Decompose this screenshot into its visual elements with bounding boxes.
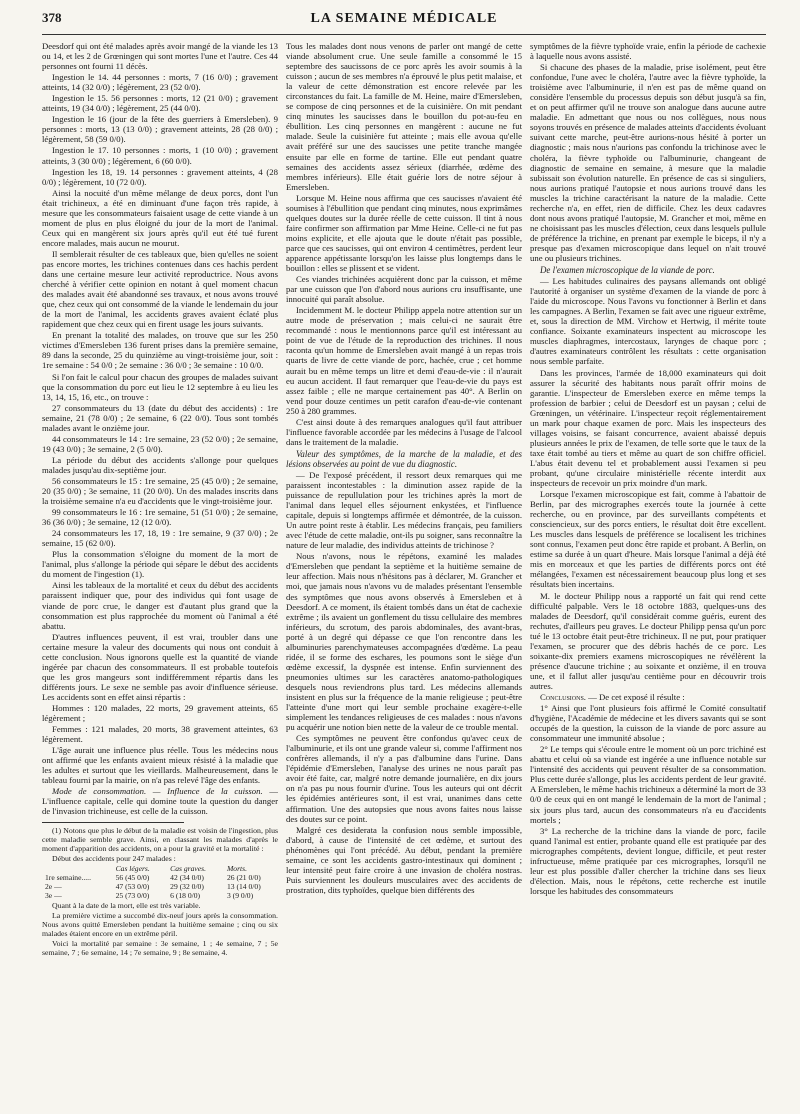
conclusions-title: Conclusions. [540,692,586,702]
page-header [42,10,766,35]
table-cell: 1re semaine..... [45,872,91,882]
table-cell: 29 (32 0/0) [170,881,204,891]
paragraph: Ainsi la nocuité d'un même mélange de deux porcs, dont l'un était trichineux, a été en diminuant d'une façon très rapide, à mesure que les consommateurs faisaient usage de cette viande à un moment de plus en plus éloigné du jour de la mort de l'animal. Ceux qui en mangèrent six jours après qu'il eut été tué furent encore malades, mais aucun ne mourut. [42,187,278,248]
paragraph: M. le docteur Philipp nous a rapporté un fait qui rend cette difficulté palpable. Vers le 18 octobre 1883, quelques-uns des malades de Deesdorf, qu'il considérait comme guéris, eurent des rechutes, d'ailleurs peu graves. Le docteur Philipp pensa qu'un porc tué le 13 octobre était peut-être trichineux. Il ne put, pour pratiquer l'examen, se procurer que des débris hachés de ce porc. Les soixante-dix premiers examens microscopiques ne révélèrent la présence d'aucune trichine ; au soixante et onzième, il en trouva une, et il fallut aller jusqu'au centième pour en découvrir trois autres. [530,590,766,691]
paragraph: Incidemment M. le docteur Philipp appela notre attention sur un autre mode de préservation ; mais celui-ci ne saurait être recommandé : nous le mentionnons parce qu'il est intéressant au point de vue de l'étude de la reproduction des trichines. Il nous raconta qu'un homme de Emersleben avait mangé à un repas trois quarts de livre de cette viande de porc, hachée, crue ; cet homme aurait bu en même temps un litre et demi d'eau-de-vie : il n'aurait eu aucun accident. Il faut remarquer que l'eau-de-vie du pays est assez faible ; elle ne marque certainement pas 40°. A Berlin on vend pour douze centimes un petit carafon d'eau-de-vie contenant 250 à 280 grammes. [286,305,522,416]
footnote-paragraph: La première victime a succombé dix-neuf jours après la consommation. Nous avons quitté Emersleben pendant la huitième semaine ; cinq ou six malades étaient encore en un extrême péril. [42,910,278,938]
footnote-paragraph: Quant à la date de la mort, elle est très variable. [52,900,201,910]
table-header: Cas légers. [115,863,150,873]
table-cell: 26 (21 0/0) [226,872,261,882]
paragraph: 44 consommateurs le 14 : 1re semaine, 23 (52 0/0) ; 2e semaine, 19 (43 0/0) ; 3e semaine, 2 (5 0/0). [42,433,278,454]
paragraph: 27 consommateurs du 13 (date du début des accidents) : 1re semaine, 21 (78 0/0) ; 2e semaine, 6 (22 0/0). Tous sont tombés malades avant le onzième jour. [42,402,278,433]
paragraph: Deesdorf qui ont été malades après avoir mangé de la viande les 13 ou 14, et les 2 de Grœningen qui sont mortes l'une et l'autre. Ces 44 personnes ont fourni 11 décès. [42,41,278,72]
column-1 [42,41,278,1103]
table-cell: 13 (14 0/0) [226,881,261,891]
footnote-table [42,864,278,900]
paragraph: Ces viandes trichinées acquièrent donc par la cuisson, et même par une cuisson que l'on d'abord nous aurions cru insuffisante, une innocuité qui paraît absolue. [286,274,522,305]
paragraph: 24 consommateurs les 17, 18, 19 : 1re semaine, 9 (37 0/0) ; 2e semaine, 15 (62 0/0). [42,528,278,549]
paragraph: Nous n'avons, nous le répétons, examiné les malades d'Emersleben que pendant la septième et la huitième semaine de leur affection. Mais nous n'hésitons pas à déclarer, M. Grancher et moi, que jamais nous n'avons vu de malades présentant l'ensemble des symptômes que nous avons observés à Emersleben et à Deesdorf. A ce moment, ils étaient tombés dans un état de cachexie extrême ; ils avaient un gonflement du tissu cellulaire des membres inférieurs, du scrotum, des parois abdominales, des avant-bras, porté à un degré qui dépasse ce que l'on rencontre dans les albuminuries parenchymateuses accompagnées d'œdème. La peau ridée, il se forme des eschares, les poumons sont le siège d'un œdème excessif, la dyspnée est intense. Enfin surviennent des pneumonies ultimes sur les caractères anatomo-pathologiques desquels nous reviendrons plus tard. Les médecins allemands insistent en plus sur la fréquence de la manie religieuse ; peut-être l'atteinte d'une mort qui leur semble prochaine exagère-t-elle simplement les tendances religieuses de ces malades : nous n'avons pu acquérir une notion bien nette de la valeur de ce trouble mental. [286,551,522,733]
running-title: LA SEMAINE MÉDICALE [310,11,498,26]
column-3 [530,41,766,1103]
table-row [42,882,278,891]
table-row [42,891,278,900]
conclusion-item: 1° Ainsi que l'ont plusieurs fois affirmé le Comité consultatif d'hygiène, l'Académie de médecine et les divers savants qui se sont occupés de la question, la cuisson de la viande de porc assure au consommateur une immunité absolue ; [530,703,766,744]
paragraph: Si chacune des phases de la maladie, prise isolément, peut être confondue, l'une avec le choléra, l'autre avec la fièvre typhoïde, la troisième avec l'albuminurie, il n'en est pas de même quand on considère l'ensemble du processus depuis son début jusqu'à sa fin, et on peut affirmer qu'il ne trouve son analogue dans aucune autre maladie. En admettant que nous ou nos collègues, nous nous soyons trouvés en présence de malades atteints d'accidents évoluant suivant cette marche, peut-être aurions-nous hésité à porter un diagnostic ; mais nous n'aurions pas confondu la trichinose avec le choléra, la fièvre typhoïde ou l'albuminurie, changeant de diagnostic de semaine en semaine, à mesure que la maladie subissait son évolution naturelle. En présence de cas si singuliers, nous aurions pratiqué l'autopsie et nous aurions trouvé dans les muscles la trichine caractérisant la nature de la maladie. Cette recherche n'a, en effet, rien de difficile. Chez les deux cadavres dont nous avons pratiqué l'autopsie, M. Grancher et moi, même en ne choisissant pas les muscles d'élection, ceux dans lesquels pullule de préférence la trichine, en prenant par exemple le biceps, il n'y a presque pas d'examen microscopique dans lequel on n'ait trouvé une ou plusieurs trichines. [530,62,766,263]
table-row [42,873,278,882]
paragraph: Ainsi les tableaux de la mortalité et ceux du début des accidents paraissent indiquer que, pour des individus qui font usage de viande de porc crue, le danger est d'autant plus grand que la consommation est plus rapprochée du moment où l'animal a été abattu. [42,580,278,631]
paragraph: Ces symptômes ne peuvent être confondus qu'avec ceux de l'albuminurie, et ils ont une grande valeur si, comme l'affirment nos confrères allemands, il n'y a pas d'albumine dans l'urine. Dans l'épidémie d'Emersleben, l'analyse des urines ne nous paraît pas avoir été faite, car, malgré notre demande journalière, en dix jours on n'a pas pu nous fournir d'urine. Tous les auteurs qui ont décrit les épidémies antérieures sont, il est vrai, unanimes dans cette affirmation. Une des autopsies que nous avons faites nous laisse des doutes sur ce point. [286,733,522,824]
footnote-paragraph: (1) Notons que plus le début de la maladie est voisin de l'ingestion, plus cette maladie semble grave. Ainsi, en classant les malades d'après le moment d'apparition des accidents, on a pour la gravité et la mortalité : [42,825,278,853]
paragraph: — De l'exposé précédent, il ressort deux remarques qui me paraissent incontestables : la diminution assez rapide de la puissance de repullulation pour les trichines après la mort de l'animal dans lequel elles séjournent enkystées, et l'influence capitale, depuis si longtemps affirmée et démontrée, de la cuisson. Un autre point reste à établir. Les médecins français, peu familiers avec l'étude de cette maladie, ont-ils pu soigner, sans reconnaître la nature de leur maladie, des individus atteints de trichinose ? [286,469,522,551]
table-cell: 56 (45 0/0) [115,872,150,882]
paragraph: 99 consommateurs le 16 : 1re semaine, 51 (51 0/0) ; 2e semaine, 36 (36 0/0) ; 3e semaine, 12 (12 0/0). [42,507,278,528]
table-cell: 2e — [45,881,62,891]
paragraph: — Les habitudes culinaires des paysans allemands ont obligé l'autorité à organiser un système d'examen de la viande de porc à l'aide du microscope. Nous l'avons vu fonctionner à Berlin et dans les campagnes. A Berlin, l'examen se fait avec une rigueur extrême, et, sous la direction de MM. Virchow et Hertwig, il mérite toute confiance. Soixante examinateurs inspectent au microscope les muscles diaphragmes, intercostaux, larynges de chaque porc ; d'autres examinateurs contrôlent les résultats : cette organisation nous semble parfaite. [530,276,766,367]
table-cell: 25 (73 0/0) [115,890,150,900]
paragraph: Hommes : 120 malades, 22 morts, 29 gravement atteints, 65 légèrement ; [42,703,278,724]
conclusions-heading-paragraph [530,692,766,702]
paragraph: La période du début des accidents s'allonge pour quelques malades jusqu'au dix-septième jour. [42,454,278,475]
paragraph: symptômes de la fièvre typhoïde vraie, enfin la période de cachexie à laquelle nous avons assisté. [530,41,766,62]
columns [42,41,766,1103]
conclusion-item: 3° La recherche de la trichine dans la viande de porc, facile quand l'animal est entier, probante quand elle est pratiquée par des micrographes compétents, devient longue, difficile, et peut rester infructueuse, même pratiquée par ces micrographes, lorsqu'il ne leur est plus possible d'aller chercher la trichine dans ses lieux d'élection. Mais, nous le répétons, cette recherche est inutile lorsque les habitudes des consommateurs [530,825,766,896]
table-header: Cas graves. [170,863,206,873]
table-cell: 3 (9 0/0) [226,890,254,900]
table-header-row [42,864,278,873]
table-cell: 47 (53 0/0) [115,881,150,891]
table-header: Morts. [226,863,248,873]
paragraph: Ingestion le 17. 10 personnes : morts, 1 (10 0/0) ; gravement atteints, 3 (30 0/0) ; légèrement, 6 (60 0/0). [42,145,278,166]
page-number: 378 [42,10,62,25]
paragraph: Lorsque M. Heine nous affirma que ces saucisses n'avaient été soumises à l'ébullition que pendant cinq minutes, nous exprimâmes quelques doutes sur la durée réelle de cette cuisson. Il tint à nous faire confirmer son affirmation par Mme Heine. Celle-ci ne fut pas moins explicite, et elle ajouta que le doute n'était pas possible, parce que ces saucisses, qui ont environ 4 centimètres, perdent leur apparence appétissante lorsqu'on les laisse plus longtemps dans le bouillon : elles se plissent et se vident. [286,192,522,274]
paragraph: 56 consommateurs le 15 : 1re semaine, 25 (45 0/0) ; 2e semaine, 20 (35 0/0) ; 3e semaine, 11 (20 0/0). Un des malades inscrits dans la troisième semaine n'a eu d'accidents que le vingt-troisième jour. [42,475,278,507]
paragraph: Ingestion le 16 (jour de la fête des guerriers à Emersleben). 9 personnes : morts, 13 (13 0/0) ; gravement atteints, 28 (28 0/0) ; légèrement, 58 (59 0/0). [42,114,278,145]
paragraph: L'âge aurait une influence plus réelle. Tous les médecins nous ont affirmé que les enfants avaient mieux résisté à la maladie que les adultes et surtout que les vieillards. Malheureusement, dans le tableau fourni par la mairie, on n'a pas relevé l'âge des enfants. [42,745,278,786]
column-2 [286,41,522,1103]
paragraph: Tous les malades dont nous venons de parler ont mangé de cette viande absolument crue. Une seule famille a consommé le 15 septembre des saucissons de ce porc après les avoir soumis à la cuisson ; aucun de ses membres n'a éprouvé le plus petit malaise, et la valeur de cette démonstration est encore relevée par les circonstances du fait. La famille de M. Heine, maire d'Emersleben, se compose de cinq personnes et de la cuisinière. On mit pendant cinq minutes les saucisses dans le bouillon du pot-au-feu en ébullition. Les cinq personnes en mangèrent : aucune ne fut malade. Seule la cuisinière fut atteinte ; mais elle avoua qu'elle avait préféré sur une des saucisses une petite tranche mangée ensuite par elle en forme de tartine. Elle eut pendant quatre semaines des accidents assez sérieux (diarrhée, œdème des membres inférieurs). Elle était guérie lors de notre séjour à Emersleben. [286,41,522,192]
footnote-rule [42,822,184,823]
table-cell: 6 (18 0/0) [170,890,201,900]
paragraph: D'autres influences peuvent, il est vrai, troubler dans une certaine mesure la valeur des documents qui nous ont conduit à cette conclusion. Nous ignorons quelle est la quantité de viande ingérée par chacun des consommateurs. Il est probable toutefois que les gros mangeurs sont indifféremment répartis dans les différents jours. Le sexe ne semble pas avoir d'influence sérieuse. Les accidents sont en effet ainsi répartis : [42,631,278,702]
section-title: Valeur des symptômes, de la marche de la maladie, et des lésions observées au point de vue du diagnostic. [286,448,522,469]
section-paragraph [42,786,278,816]
paragraph: Il semblerait résulter de ces tableaux que, bien qu'elles ne soient pas encore mortes, les trichines contenues dans ces hachis perdent dans une certaine mesure leur activité reproductrice. Nous avons cherché à vérifier cette opinion en notant à quel moment chacun des malades avait été abandonné ses travaux, et nous avons trouvé que, chez ceux qui ont consommé de la viande le lendemain du jour de la mort de l'animal, les accidents graves avaient éclaté plus rapidement que chez ceux qui en firent usage les jours suivants. [42,248,278,330]
paragraph: Si l'on fait le calcul pour chacun des groupes de malades suivant que la consommation du porc eut lieu le 12 septembre à eu lieu les 13, 14, 15, 16, etc., on trouve : [42,371,278,402]
paragraph: Plus la consommation s'éloigne du moment de la mort de l'animal, plus s'allonge la période qui sépare le début des accidents du moment de l'ingestion (1). [42,549,278,580]
paragraph: Lorsque l'examen microscopique est fait, comme à l'abattoir de Berlin, par des micrographes exercés toute la journée à cette recherche, ou en province, par des surveillants compétents et consciencieux, sur des porcs entiers, le résultat doit être excellent. Les muscles dans lesquels de préférence se localisent les trichines sont connus, l'examen peut donc être rapide et probant. A Berlin, on estime sa durée à un quart d'heure. Mais lorsque l'animal a déjà été mis en morceaux et que les parties de différents porcs ont été mélangées, l'examen est nécessairement beaucoup plus long et ses résultats bien incertains. [530,489,766,590]
section-title: Mode de consommation. — Influence de la cuisson. [52,786,263,797]
table-header [42,864,113,873]
paragraph: En prenant la totalité des malades, on trouve que sur les 250 victimes d'Emersleben 136 furent prises dans la première semaine, 89 dans la seconde, 25 du quinzième au vingt-troisième jour, soit : 1re semaine : 54 0/0 ; 2e semaine : 36 0/0 ; 3e semaine : 10 0/0. [42,330,278,371]
paragraph: Ingestion les 18, 19. 14 personnes : gravement atteints, 4 (28 0/0) ; légèrement, 10 (72 0/0). [42,166,278,187]
table-cell: 42 (34 0/0) [170,872,204,882]
paragraph: Ingestion le 15. 56 personnes : morts, 12 (21 0/0) ; gravement atteints, 19 (34 0/0) ; légèrement, 25 (44 0/0). [42,93,278,114]
table-cell: 3e — [45,890,62,900]
conclusions-intro: — De cet exposé il résulte : [588,692,685,702]
section-text: — L'influence capitale, celle qui domine toute la question du danger de l'invasion trichineuse, est celle de la cuisson. [42,786,278,817]
paragraph: Dans les provinces, l'armée de 18,000 examinateurs qui doit assurer la sécurité des habitants nous paraît offrir moins de garantie. L'inspecteur de Emersleben exerce en même temps la profession de barbier ; celui de Deesdorf est un paysan ; celui de Grœningen, un vétérinaire. L'inspecteur reçoit réglementairement un mark pour chaque examen de porc. Mais les inspecteurs des villages voisins, se faisant concurrence, avaient abaissé depuis plusieurs années le prix de l'examen, de telle sorte que le taux de la taxe était tombé au tiers et même au quart de son chiffre officiel. L'abus était devenu tel et probablement aussi l'examen si peu probant, qu'une circulaire ministérielle récente interdit aux inspecteurs de recevoir un prix moindre d'un mark. [530,367,766,489]
paragraph: Ingestion le 14. 44 personnes : morts, 7 (16 0/0) ; gravement atteints, 14 (32 0/0) ; légèrement, 23 (52 0/0). [42,72,278,93]
paragraph: Malgré ces desiderata la confusion nous semble impossible, d'abord, à cause de l'intensité de cet œdème, et surtout des phénomènes qui l'ont précédé. Au début, pendant la première semaine, ce sont les accidents gastro-intestinaux qui dominent ; leur intensité peut faire croire à une invasion de choléra nostras. Puis surviennent les douleurs musculaires avec des accidents de prostration, dits typhoïdes, quelque bien différents des [286,824,522,895]
paragraph: C'est ainsi doute à des remarques analogues qu'il faut attribuer l'influence favorable accordée par les médecins à l'usage de l'alcool dans le traitement de la maladie. [286,416,522,447]
section-title: De l'examen microscopique de la viande de porc. [540,265,715,276]
conclusion-item: 2° Le temps qui s'écoule entre le moment où un porc trichiné est abattu et celui où sa viande est ingérée a une influence notable sur l'intensité des accidents qui peuvent résulter de sa consommation. Plus cette durée s'allonge, plus les accidents perdent de leur gravité. A Emersleben, le même hachis trichineux a déterminé la mort de 33 0/0 de ceux qui en ont mangé le lendemain de la mort de l'animal ; six jours plus tard, aucun des consommateurs n'a eu d'accidents mortels ; [530,744,766,825]
paragraph: Femmes : 121 malades, 20 morts, 38 gravement atteintes, 63 légèrement. [42,724,278,745]
footnote-paragraph: Début des accidents pour 247 malades : [52,853,176,863]
footnote-paragraph: Voici la mortalité par semaine : 3e semaine, 1 ; 4e semaine, 7 ; 5e semaine, 7 ; 6e semaine, 14 ; 7e semaine, 9 ; 8e semaine, 4. [42,938,278,957]
footnote [42,826,278,957]
